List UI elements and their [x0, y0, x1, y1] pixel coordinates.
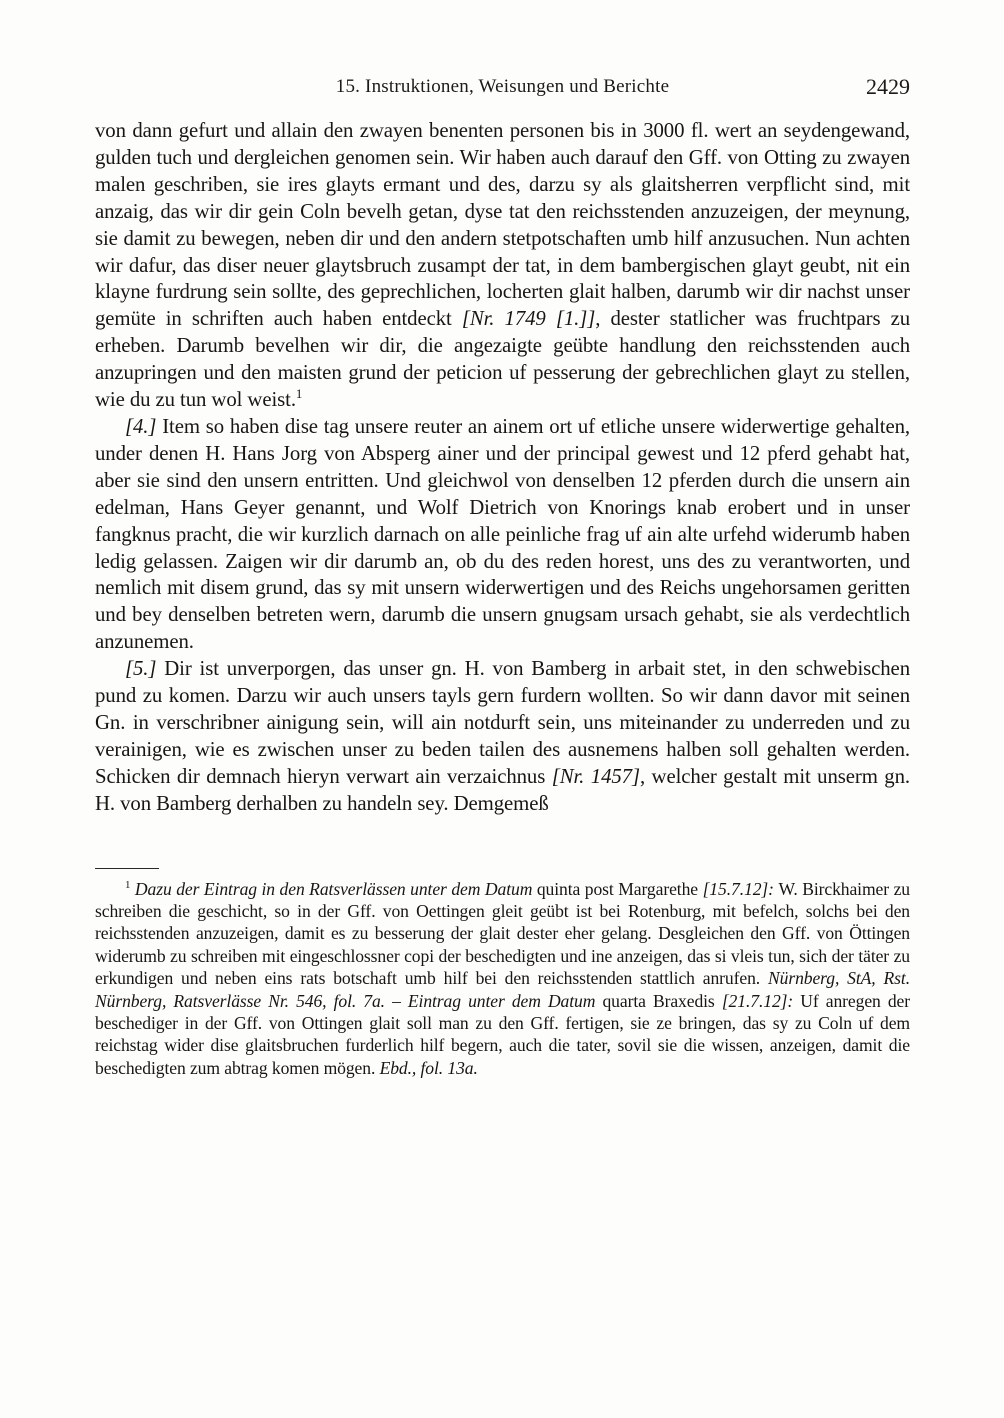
running-title: 15. Instruktionen, Weisungen und Berichte [335, 76, 670, 97]
footnote-reference: 1 [295, 387, 303, 402]
text-run: [15.7.12]: [702, 878, 779, 899]
text-run: [21.7.12]: [721, 990, 801, 1011]
text-run: [Nr. 1457] [551, 764, 640, 788]
footnote-separator [95, 868, 159, 869]
text-run: [4.] [125, 414, 157, 438]
text-run: von dann gefurt und allain den zwayen benenten personen bis in 3000 fl. wert an seydengewand, gulden tuch und dergleichen genomen sein. Wir haben auch darauf den Gff. von Otting zu zwayen malen geschriben, sie ires glayts ermant und des, darzu sy als glaitsherren verpflicht sind, mit anzaig, das wir dir gein Coln bevelh getan, dyse tat den reichsstenden anzuzeigen, der meynung, sie damit zu bewegen, neben dir und den andern stetpotschaften umb hilf anzusuchen. Nun achten wir dafur, das diser neuer glaytsbruch zusampt der tat, in dem bambergischen glayt geubt, nit ein klayne furdrung sein sollte, des geprechlichen, locherten glait halben, darumb wir dir nachst unser gemüte in schriften auch haben entdeckt [95, 119, 910, 331]
text-run: [5.] [125, 657, 157, 681]
text-run: , welcher gestalt mit unserm gn. H. von Bamberg derhalben zu handeln sey. Demgemeß [95, 764, 910, 815]
text-run: Dazu der Eintrag in den Ratsverlässen unter dem Datum [134, 878, 537, 899]
paragraph [95, 656, 910, 817]
text-run: , dester statlicher was fruchtpars zu erheben. Darumb bevelhen wir dir, die angezaigte geübte handlung den reichsstenden auch anzupringen und den maisten grund der peticion uf pesserung der gebrechlichen glayt zu stellen, wie du zu tun wol weist. [95, 307, 911, 412]
footnote-reference: 1 [125, 878, 131, 891]
text-run: Ebd., fol. 13a. [379, 1057, 478, 1078]
text-run: Uf anregen der beschediger in der Gff. von Ottingen glait soll man zu den Gff. fertigen, sie ze bringen, das sy zu Coln uf dem reichstag wider dise glaitsbruchen furderlich hilf begern, auch die tater, sovil sie die wissen, anzeigen, damit die beschedigten zum abtrag komen mögen. [95, 990, 911, 1078]
text-run: Item so haben dise tag unsere reuter an ainem ort uf etliche unsere widerwertige gehalten, under denen H. Hans Jorg von Absperg ainer und der principal gewest und 12 pferd gehabt hat, aber sie sind den unsern entritten. Und gleichwol von denselben 12 pferden durch die unsern ain edelman, Hans Geyer genannt, und Wolf Dietrich von Knorings knab erobert und in unser fangknus pracht, die wir kurzlich darnach on alle peinliche frag uf ain alte urfehd widerumb haben ledig gelassen. Zaigen wir dir darumb an, ob du des reden horest, uns des zu verantworten, und nemlich mit disem grund, das sy mit unsern widerwertigen und des Reichs ungehorsamen geritten und bey denselben betreten wern, darumb die unsern gnugsam ursach gehabt, sie als verdechtlich anzunemen. [95, 414, 910, 654]
page-number: 2429 [866, 74, 910, 99]
paragraph [95, 414, 910, 656]
text-run: W. Birckhaimer zu schreiben die geschicht, so in der Gff. von Oettingen gleit geübt ist bei Rotenburg, mit befelch, solchs bei den reichsstenden anzuzeigen, damit es zu besserung der glait dester eher gelang. Desgleichen den Gff. von Öttingen widerumb zu schreiben mit eingeschlossner copi der beschedigten und ine anzeigen, das si vleis tun, sich der täter zu erkundigen und neben eins rats botschaft umb hilf bei den reichsstenden stattlich anrufen. [95, 878, 910, 989]
body-text [95, 118, 910, 818]
text-run: quinta post Margarethe [536, 878, 703, 899]
text-run: quarta Braxedis [602, 990, 722, 1011]
footnote-text [95, 878, 910, 1080]
page-header [95, 76, 910, 102]
footnote [95, 878, 910, 1080]
paragraph [95, 118, 910, 414]
text-run: [Nr. 1749 [1.]] [461, 307, 596, 331]
text-run: Nürnberg, StA, Rst. Nürnberg, Ratsverlässe Nr. 546, fol. 7a. – Eintrag unter dem Datum [95, 968, 911, 1011]
text-run: Dir ist unverporgen, das unser gn. H. von Bamberg in arbait stet, in den schwebischen pund zu komen. Darzu wir auch unsers tayls gern furdern wollten. So wir dann davor mit seinen Gn. in verschribner ainigung sein, will ain notdurft sein, uns miteinander zu underreden und zu verainigen, wie es zwischen unser zu beden tailen des ausnemens halben soll gehalten werden. Schicken dir demnach hieryn verwart ain verzaichnus [95, 657, 910, 788]
